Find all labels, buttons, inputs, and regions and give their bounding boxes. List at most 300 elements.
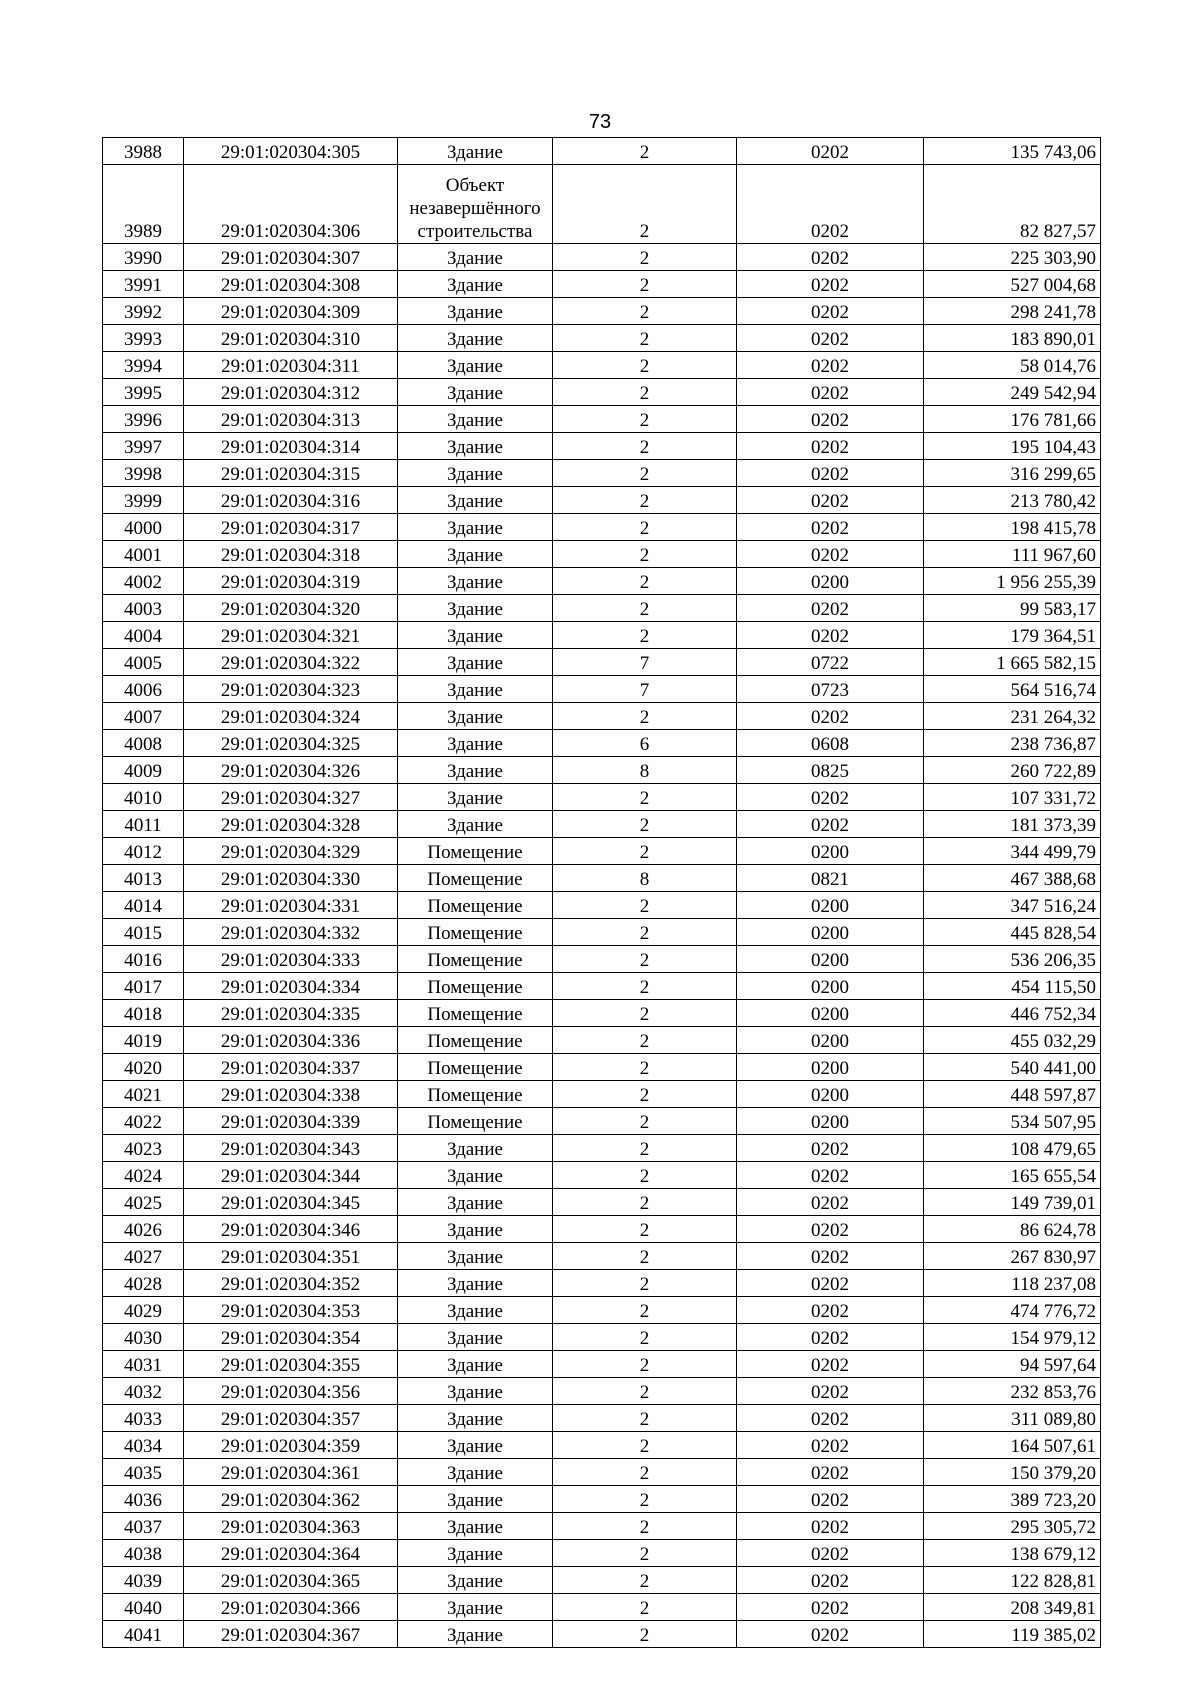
cadastral-value-cell: 527 004,68 (924, 271, 1101, 298)
code-cell: 0722 (737, 649, 924, 676)
cadastral-value-cell: 1 665 582,15 (924, 649, 1101, 676)
group-cell: 2 (553, 919, 737, 946)
cadastral-value-cell: 267 830,97 (924, 1243, 1101, 1270)
group-cell: 2 (553, 1324, 737, 1351)
cadastral-value-cell: 213 780,42 (924, 487, 1101, 514)
table-row (103, 1297, 1101, 1324)
cadastral-number-cell: 29:01:020304:335 (184, 1000, 398, 1027)
object-type-cell: Здание (398, 568, 553, 595)
cadastral-number-cell: 29:01:020304:365 (184, 1567, 398, 1594)
object-type-cell: Помещение (398, 1108, 553, 1135)
group-cell: 2 (553, 1135, 737, 1162)
object-type-cell: Здание (398, 1216, 553, 1243)
row-number-cell: 3996 (103, 406, 184, 433)
group-cell: 2 (553, 1513, 737, 1540)
cadastral-value-cell: 119 385,02 (924, 1621, 1101, 1648)
row-number-cell: 4017 (103, 973, 184, 1000)
table-row (103, 325, 1101, 352)
code-cell: 0202 (737, 784, 924, 811)
object-type-cell: Здание (398, 703, 553, 730)
row-number-cell: 4001 (103, 541, 184, 568)
row-number-cell: 3988 (103, 138, 184, 165)
row-number-cell: 4025 (103, 1189, 184, 1216)
cadastral-value-cell: 295 305,72 (924, 1513, 1101, 1540)
cadastral-value-cell: 347 516,24 (924, 892, 1101, 919)
row-number-cell: 4006 (103, 676, 184, 703)
cadastral-value-cell: 135 743,06 (924, 138, 1101, 165)
cadastral-number-cell: 29:01:020304:363 (184, 1513, 398, 1540)
group-cell: 2 (553, 1432, 737, 1459)
group-cell: 2 (553, 1567, 737, 1594)
row-number-cell: 3989 (103, 165, 184, 244)
table-row (103, 757, 1101, 784)
cadastral-number-cell: 29:01:020304:318 (184, 541, 398, 568)
code-cell: 0202 (737, 811, 924, 838)
cadastral-value-cell: 208 349,81 (924, 1594, 1101, 1621)
cadastral-number-cell: 29:01:020304:333 (184, 946, 398, 973)
cadastral-number-cell: 29:01:020304:334 (184, 973, 398, 1000)
code-cell: 0202 (737, 1567, 924, 1594)
table-row (103, 1135, 1101, 1162)
cadastral-value-cell: 540 441,00 (924, 1054, 1101, 1081)
table-row (103, 1189, 1101, 1216)
code-cell: 0200 (737, 1081, 924, 1108)
cadastral-value-cell: 86 624,78 (924, 1216, 1101, 1243)
code-cell: 0202 (737, 1513, 924, 1540)
table-row (103, 244, 1101, 271)
code-cell: 0608 (737, 730, 924, 757)
table-row (103, 946, 1101, 973)
cadastral-value-cell: 231 264,32 (924, 703, 1101, 730)
code-cell: 0202 (737, 1135, 924, 1162)
table-row (103, 1378, 1101, 1405)
code-cell: 0200 (737, 892, 924, 919)
cadastral-number-cell: 29:01:020304:305 (184, 138, 398, 165)
table-row (103, 1081, 1101, 1108)
row-number-cell: 4021 (103, 1081, 184, 1108)
row-number-cell: 4031 (103, 1351, 184, 1378)
object-type-cell: Здание (398, 1513, 553, 1540)
code-cell: 0202 (737, 325, 924, 352)
cadastral-number-cell: 29:01:020304:326 (184, 757, 398, 784)
cadastral-number-cell: 29:01:020304:309 (184, 298, 398, 325)
cadastral-value-cell: 198 415,78 (924, 514, 1101, 541)
cadastral-number-cell: 29:01:020304:330 (184, 865, 398, 892)
cadastral-number-cell: 29:01:020304:306 (184, 165, 398, 244)
row-number-cell: 4032 (103, 1378, 184, 1405)
group-cell: 2 (553, 406, 737, 433)
table-row (103, 703, 1101, 730)
object-type-cell: Здание (398, 406, 553, 433)
row-number-cell: 4038 (103, 1540, 184, 1567)
group-cell: 2 (553, 352, 737, 379)
table-row (103, 730, 1101, 757)
code-cell: 0202 (737, 514, 924, 541)
code-cell: 0202 (737, 1243, 924, 1270)
group-cell: 2 (553, 1081, 737, 1108)
object-type-cell: Здание (398, 1324, 553, 1351)
group-cell: 2 (553, 514, 737, 541)
group-cell: 2 (553, 1594, 737, 1621)
cadastral-value-cell: 58 014,76 (924, 352, 1101, 379)
cadastral-value-cell: 455 032,29 (924, 1027, 1101, 1054)
table-row (103, 1486, 1101, 1513)
object-type-cell: Здание (398, 379, 553, 406)
row-number-cell: 4019 (103, 1027, 184, 1054)
cadastral-value-cell: 183 890,01 (924, 325, 1101, 352)
group-cell: 2 (553, 946, 737, 973)
object-type-cell: Здание (398, 1243, 553, 1270)
table-row (103, 1270, 1101, 1297)
cadastral-number-cell: 29:01:020304:353 (184, 1297, 398, 1324)
cadastral-number-cell: 29:01:020304:355 (184, 1351, 398, 1378)
object-type-cell: Здание (398, 811, 553, 838)
cadastral-number-cell: 29:01:020304:344 (184, 1162, 398, 1189)
code-cell: 0202 (737, 433, 924, 460)
group-cell: 2 (553, 1621, 737, 1648)
code-cell: 0202 (737, 622, 924, 649)
cadastral-number-cell: 29:01:020304:354 (184, 1324, 398, 1351)
row-number-cell: 4028 (103, 1270, 184, 1297)
object-type-cell: Помещение (398, 946, 553, 973)
cadastral-number-cell: 29:01:020304:338 (184, 1081, 398, 1108)
table-row (103, 595, 1101, 622)
cadastral-value-cell: 165 655,54 (924, 1162, 1101, 1189)
row-number-cell: 4029 (103, 1297, 184, 1324)
row-number-cell: 4033 (103, 1405, 184, 1432)
cadastral-number-cell: 29:01:020304:312 (184, 379, 398, 406)
object-type-cell: Здание (398, 1270, 553, 1297)
object-type-cell: Помещение (398, 865, 553, 892)
row-number-cell: 3997 (103, 433, 184, 460)
code-cell: 0202 (737, 1594, 924, 1621)
cadastral-number-cell: 29:01:020304:352 (184, 1270, 398, 1297)
code-cell: 0202 (737, 165, 924, 244)
object-type-cell: Здание (398, 244, 553, 271)
cadastral-value-cell: 445 828,54 (924, 919, 1101, 946)
object-type-cell: Здание (398, 784, 553, 811)
row-number-cell: 3994 (103, 352, 184, 379)
code-cell: 0202 (737, 1540, 924, 1567)
code-cell: 0202 (737, 1378, 924, 1405)
cadastral-number-cell: 29:01:020304:328 (184, 811, 398, 838)
cadastral-number-cell: 29:01:020304:331 (184, 892, 398, 919)
cadastral-value-cell: 118 237,08 (924, 1270, 1101, 1297)
table-row (103, 165, 1101, 244)
cadastral-value-cell: 176 781,66 (924, 406, 1101, 433)
row-number-cell: 3990 (103, 244, 184, 271)
cadastral-number-cell: 29:01:020304:322 (184, 649, 398, 676)
object-type-cell: Помещение (398, 1000, 553, 1027)
cadastral-value-cell: 122 828,81 (924, 1567, 1101, 1594)
object-type-cell: Объект незавершённого строительства (398, 165, 553, 244)
group-cell: 2 (553, 1108, 737, 1135)
row-number-cell: 3999 (103, 487, 184, 514)
object-type-cell: Здание (398, 676, 553, 703)
group-cell: 2 (553, 622, 737, 649)
cadastral-number-cell: 29:01:020304:311 (184, 352, 398, 379)
cadastral-value-cell: 238 736,87 (924, 730, 1101, 757)
row-number-cell: 4010 (103, 784, 184, 811)
cadastral-value-cell: 311 089,80 (924, 1405, 1101, 1432)
cadastral-number-cell: 29:01:020304:320 (184, 595, 398, 622)
group-cell: 2 (553, 838, 737, 865)
group-cell: 2 (553, 1486, 737, 1513)
table-row (103, 1351, 1101, 1378)
table-row (103, 1432, 1101, 1459)
object-type-cell: Здание (398, 487, 553, 514)
row-number-cell: 4002 (103, 568, 184, 595)
cadastral-value-cell: 94 597,64 (924, 1351, 1101, 1378)
code-cell: 0202 (737, 1405, 924, 1432)
row-number-cell: 4005 (103, 649, 184, 676)
group-cell: 2 (553, 1540, 737, 1567)
table-row (103, 487, 1101, 514)
group-cell: 2 (553, 568, 737, 595)
row-number-cell: 4012 (103, 838, 184, 865)
code-cell: 0200 (737, 973, 924, 1000)
code-cell: 0202 (737, 1432, 924, 1459)
cadastral-value-cell: 474 776,72 (924, 1297, 1101, 1324)
cadastral-value-cell: 316 299,65 (924, 460, 1101, 487)
table-row (103, 514, 1101, 541)
row-number-cell: 3998 (103, 460, 184, 487)
table-row (103, 1459, 1101, 1486)
object-type-cell: Здание (398, 1162, 553, 1189)
object-type-cell: Здание (398, 1432, 553, 1459)
code-cell: 0821 (737, 865, 924, 892)
group-cell: 2 (553, 1162, 737, 1189)
code-cell: 0202 (737, 1486, 924, 1513)
object-type-cell: Здание (398, 1351, 553, 1378)
group-cell: 2 (553, 1459, 737, 1486)
cadastral-value-cell: 232 853,76 (924, 1378, 1101, 1405)
code-cell: 0202 (737, 1189, 924, 1216)
cadastral-value-cell: 260 722,89 (924, 757, 1101, 784)
group-cell: 2 (553, 892, 737, 919)
code-cell: 0202 (737, 1297, 924, 1324)
table-row (103, 1216, 1101, 1243)
table-row (103, 1324, 1101, 1351)
cadastral-value-cell: 389 723,20 (924, 1486, 1101, 1513)
group-cell: 2 (553, 460, 737, 487)
cadastral-number-cell: 29:01:020304:332 (184, 919, 398, 946)
row-number-cell: 4013 (103, 865, 184, 892)
cadastral-number-cell: 29:01:020304:315 (184, 460, 398, 487)
group-cell: 2 (553, 379, 737, 406)
code-cell: 0202 (737, 1459, 924, 1486)
table-row (103, 892, 1101, 919)
code-cell: 0202 (737, 541, 924, 568)
object-type-cell: Здание (398, 541, 553, 568)
row-number-cell: 3995 (103, 379, 184, 406)
row-number-cell: 4030 (103, 1324, 184, 1351)
code-cell: 0202 (737, 244, 924, 271)
table-row (103, 460, 1101, 487)
cadastral-number-cell: 29:01:020304:362 (184, 1486, 398, 1513)
cadastral-value-cell: 154 979,12 (924, 1324, 1101, 1351)
cadastral-value-cell: 564 516,74 (924, 676, 1101, 703)
code-cell: 0200 (737, 1000, 924, 1027)
cadastral-value-cell: 111 967,60 (924, 541, 1101, 568)
table-row (103, 1513, 1101, 1540)
table-row (103, 1243, 1101, 1270)
cadastral-value-cell: 298 241,78 (924, 298, 1101, 325)
code-cell: 0200 (737, 1027, 924, 1054)
object-type-cell: Здание (398, 1594, 553, 1621)
table-row (103, 298, 1101, 325)
cadastral-number-cell: 29:01:020304:359 (184, 1432, 398, 1459)
table-row (103, 649, 1101, 676)
group-cell: 7 (553, 676, 737, 703)
table-row (103, 1162, 1101, 1189)
table-row (103, 1405, 1101, 1432)
page-number: 73 (588, 111, 612, 133)
group-cell: 2 (553, 298, 737, 325)
group-cell: 2 (553, 325, 737, 352)
cadastral-value-cell: 446 752,34 (924, 1000, 1101, 1027)
cadastral-value-cell: 149 739,01 (924, 1189, 1101, 1216)
group-cell: 2 (553, 138, 737, 165)
cadastral-number-cell: 29:01:020304:346 (184, 1216, 398, 1243)
code-cell: 0200 (737, 568, 924, 595)
object-type-cell: Помещение (398, 973, 553, 1000)
object-type-cell: Здание (398, 352, 553, 379)
object-type-cell: Помещение (398, 1054, 553, 1081)
group-cell: 8 (553, 757, 737, 784)
table-row (103, 1054, 1101, 1081)
cadastral-number-cell: 29:01:020304:314 (184, 433, 398, 460)
object-type-cell: Здание (398, 1189, 553, 1216)
object-type-cell: Здание (398, 325, 553, 352)
cadastral-number-cell: 29:01:020304:336 (184, 1027, 398, 1054)
cadastral-number-cell: 29:01:020304:310 (184, 325, 398, 352)
object-type-cell: Помещение (398, 919, 553, 946)
table-row (103, 676, 1101, 703)
row-number-cell: 4034 (103, 1432, 184, 1459)
table-row (103, 138, 1101, 165)
cadastral-number-cell: 29:01:020304:345 (184, 1189, 398, 1216)
table-row (103, 433, 1101, 460)
cadastral-value-cell: 344 499,79 (924, 838, 1101, 865)
table-row (103, 1594, 1101, 1621)
table-row (103, 1540, 1101, 1567)
cadastral-value-cell: 448 597,87 (924, 1081, 1101, 1108)
table-row (103, 622, 1101, 649)
group-cell: 2 (553, 1378, 737, 1405)
object-type-cell: Здание (398, 757, 553, 784)
code-cell: 0200 (737, 1108, 924, 1135)
object-type-cell: Здание (398, 514, 553, 541)
table-row (103, 919, 1101, 946)
code-cell: 0200 (737, 838, 924, 865)
object-type-cell: Здание (398, 1459, 553, 1486)
cadastral-value-cell: 107 331,72 (924, 784, 1101, 811)
object-type-cell: Здание (398, 298, 553, 325)
group-cell: 7 (553, 649, 737, 676)
object-type-cell: Здание (398, 1567, 553, 1594)
group-cell: 2 (553, 165, 737, 244)
group-cell: 6 (553, 730, 737, 757)
cadastral-value-cell: 108 479,65 (924, 1135, 1101, 1162)
table-row (103, 568, 1101, 595)
cadastral-value-cell: 534 507,95 (924, 1108, 1101, 1135)
cadastral-number-cell: 29:01:020304:367 (184, 1621, 398, 1648)
row-number-cell: 4040 (103, 1594, 184, 1621)
code-cell: 0723 (737, 676, 924, 703)
object-type-cell: Здание (398, 649, 553, 676)
cadastral-value-cell: 536 206,35 (924, 946, 1101, 973)
object-type-cell: Здание (398, 138, 553, 165)
row-number-cell: 4011 (103, 811, 184, 838)
cadastral-number-cell: 29:01:020304:356 (184, 1378, 398, 1405)
code-cell: 0202 (737, 487, 924, 514)
group-cell: 2 (553, 541, 737, 568)
cadastral-value-cell: 150 379,20 (924, 1459, 1101, 1486)
row-number-cell: 4016 (103, 946, 184, 973)
cadastral-value-cell: 179 364,51 (924, 622, 1101, 649)
group-cell: 2 (553, 1270, 737, 1297)
code-cell: 0202 (737, 1216, 924, 1243)
code-cell: 0202 (737, 379, 924, 406)
row-number-cell: 4018 (103, 1000, 184, 1027)
object-type-cell: Помещение (398, 1081, 553, 1108)
row-number-cell: 4022 (103, 1108, 184, 1135)
group-cell: 2 (553, 1216, 737, 1243)
row-number-cell: 4004 (103, 622, 184, 649)
group-cell: 2 (553, 1027, 737, 1054)
group-cell: 2 (553, 595, 737, 622)
table-row (103, 406, 1101, 433)
row-number-cell: 3992 (103, 298, 184, 325)
cadastral-value-cell: 138 679,12 (924, 1540, 1101, 1567)
cadastral-value-cell: 181 373,39 (924, 811, 1101, 838)
row-number-cell: 4008 (103, 730, 184, 757)
group-cell: 2 (553, 244, 737, 271)
object-type-cell: Здание (398, 433, 553, 460)
group-cell: 2 (553, 1054, 737, 1081)
table-row (103, 784, 1101, 811)
group-cell: 2 (553, 1189, 737, 1216)
table-row (103, 271, 1101, 298)
cadastral-value-cell: 82 827,57 (924, 165, 1101, 244)
cadastral-number-cell: 29:01:020304:339 (184, 1108, 398, 1135)
code-cell: 0200 (737, 1054, 924, 1081)
code-cell: 0202 (737, 1621, 924, 1648)
code-cell: 0202 (737, 406, 924, 433)
cadastral-value-cell: 225 303,90 (924, 244, 1101, 271)
object-type-cell: Помещение (398, 892, 553, 919)
code-cell: 0200 (737, 946, 924, 973)
table-row (103, 379, 1101, 406)
group-cell: 2 (553, 1405, 737, 1432)
row-number-cell: 4039 (103, 1567, 184, 1594)
object-type-cell: Здание (398, 1378, 553, 1405)
cadastral-number-cell: 29:01:020304:321 (184, 622, 398, 649)
row-number-cell: 4035 (103, 1459, 184, 1486)
row-number-cell: 4037 (103, 1513, 184, 1540)
code-cell: 0200 (737, 919, 924, 946)
cadastral-number-cell: 29:01:020304:317 (184, 514, 398, 541)
table-row (103, 1108, 1101, 1135)
cadastral-number-cell: 29:01:020304:329 (184, 838, 398, 865)
row-number-cell: 4003 (103, 595, 184, 622)
cadastral-value-cell: 195 104,43 (924, 433, 1101, 460)
row-number-cell: 4000 (103, 514, 184, 541)
code-cell: 0202 (737, 138, 924, 165)
object-type-cell: Здание (398, 1486, 553, 1513)
cadastral-value-cell: 249 542,94 (924, 379, 1101, 406)
